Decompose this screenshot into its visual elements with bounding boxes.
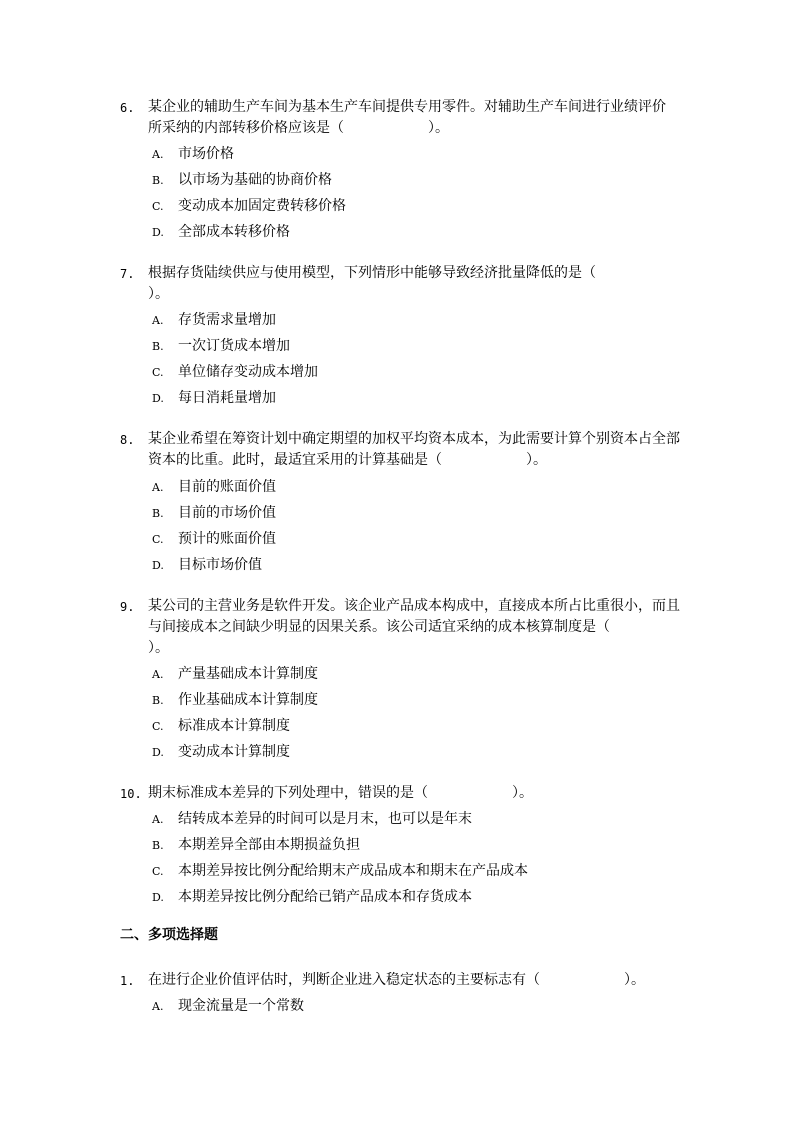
option-letter: A. bbox=[152, 314, 164, 327]
question-number: 7. bbox=[120, 267, 135, 281]
option-text: 结转成本差异的时间可以是月末，也可以是年末 bbox=[178, 811, 472, 827]
option-text: 产量基础成本计算制度 bbox=[178, 666, 318, 682]
option-text: 全部成本转移价格 bbox=[178, 224, 290, 240]
question-text: 某企业的辅助生产车间为基本生产车间提供专用零件。对辅助生产车间进行业绩评价 bbox=[148, 99, 666, 115]
option-letter: B. bbox=[152, 694, 164, 707]
option-text: 一次订货成本增加 bbox=[178, 338, 290, 354]
option-letter: A. bbox=[152, 668, 164, 681]
option-text: 存货需求量增加 bbox=[178, 312, 276, 328]
option-text: 标准成本计算制度 bbox=[178, 718, 290, 734]
option-text: 目前的市场价值 bbox=[178, 505, 276, 521]
option-letter: D. bbox=[152, 746, 164, 759]
option-text: 作业基础成本计算制度 bbox=[178, 692, 318, 708]
option-letter: C. bbox=[152, 200, 164, 213]
question-number: 6. bbox=[120, 101, 135, 115]
option-text: 单位储存变动成本增加 bbox=[178, 364, 318, 380]
option-text: 目前的账面价值 bbox=[178, 479, 276, 495]
option-text: 现金流量是一个常数 bbox=[178, 998, 304, 1014]
question-number: 1. bbox=[120, 974, 135, 988]
question-text: 资本的比重。此时，最适宜采用的计算基础是（ ）。 bbox=[148, 452, 547, 468]
question-number: 8. bbox=[120, 433, 135, 447]
option-letter: A. bbox=[152, 1000, 164, 1013]
option-text: 市场价格 bbox=[178, 146, 234, 162]
option-text: 本期差异按比例分配给期末产成品成本和期末在产品成本 bbox=[178, 863, 528, 879]
question-text: 某公司的主营业务是软件开发。该企业产品成本构成中，直接成本所占比重很小，而且 bbox=[148, 598, 680, 614]
option-text: 本期差异按比例分配给已销产品成本和存货成本 bbox=[178, 889, 472, 905]
option-letter: C. bbox=[152, 366, 164, 379]
option-letter: B. bbox=[152, 839, 164, 852]
option-text: 变动成本加固定费转移价格 bbox=[178, 198, 346, 214]
question-text: 所采纳的内部转移价格应该是（ ）。 bbox=[148, 120, 449, 136]
option-letter: D. bbox=[152, 226, 164, 239]
question-text: 与间接成本之间缺少明显的因果关系。该公司适宜采纳的成本核算制度是（ bbox=[148, 619, 610, 635]
question-number: 9. bbox=[120, 600, 135, 614]
option-letter: A. bbox=[152, 148, 164, 161]
option-letter: B. bbox=[152, 340, 164, 353]
question-text: ）。 bbox=[148, 286, 169, 302]
option-text: 变动成本计算制度 bbox=[178, 744, 290, 760]
option-letter: A. bbox=[152, 481, 164, 494]
option-text: 每日消耗量增加 bbox=[178, 390, 276, 406]
option-text: 预计的账面价值 bbox=[178, 531, 276, 547]
option-letter: D. bbox=[152, 891, 164, 904]
option-text: 目标市场价值 bbox=[178, 557, 262, 573]
option-letter: B. bbox=[152, 174, 164, 187]
section-heading: 二、多项选择题 bbox=[120, 927, 218, 943]
question-text: 根据存货陆续供应与使用模型，下列情形中能够导致经济批量降低的是（ bbox=[148, 265, 596, 281]
option-text: 本期差异全部由本期损益负担 bbox=[178, 837, 360, 853]
question-text: 某企业希望在筹资计划中确定期望的加权平均资本成本，为此需要计算个别资本占全部 bbox=[148, 431, 680, 447]
option-letter: C. bbox=[152, 720, 164, 733]
question-text: ）。 bbox=[148, 640, 169, 656]
question-text: 期末标准成本差异的下列处理中，错误的是（ ）。 bbox=[148, 785, 533, 801]
question-text: 在进行企业价值评估时，判断企业进入稳定状态的主要标志有（ ）。 bbox=[148, 972, 645, 988]
option-letter: B. bbox=[152, 507, 164, 520]
question-number: 10. bbox=[120, 787, 142, 801]
option-letter: A. bbox=[152, 813, 164, 826]
option-text: 以市场为基础的协商价格 bbox=[178, 172, 332, 188]
option-letter: C. bbox=[152, 533, 164, 546]
option-letter: C. bbox=[152, 865, 164, 878]
option-letter: D. bbox=[152, 559, 164, 572]
option-letter: D. bbox=[152, 392, 164, 405]
